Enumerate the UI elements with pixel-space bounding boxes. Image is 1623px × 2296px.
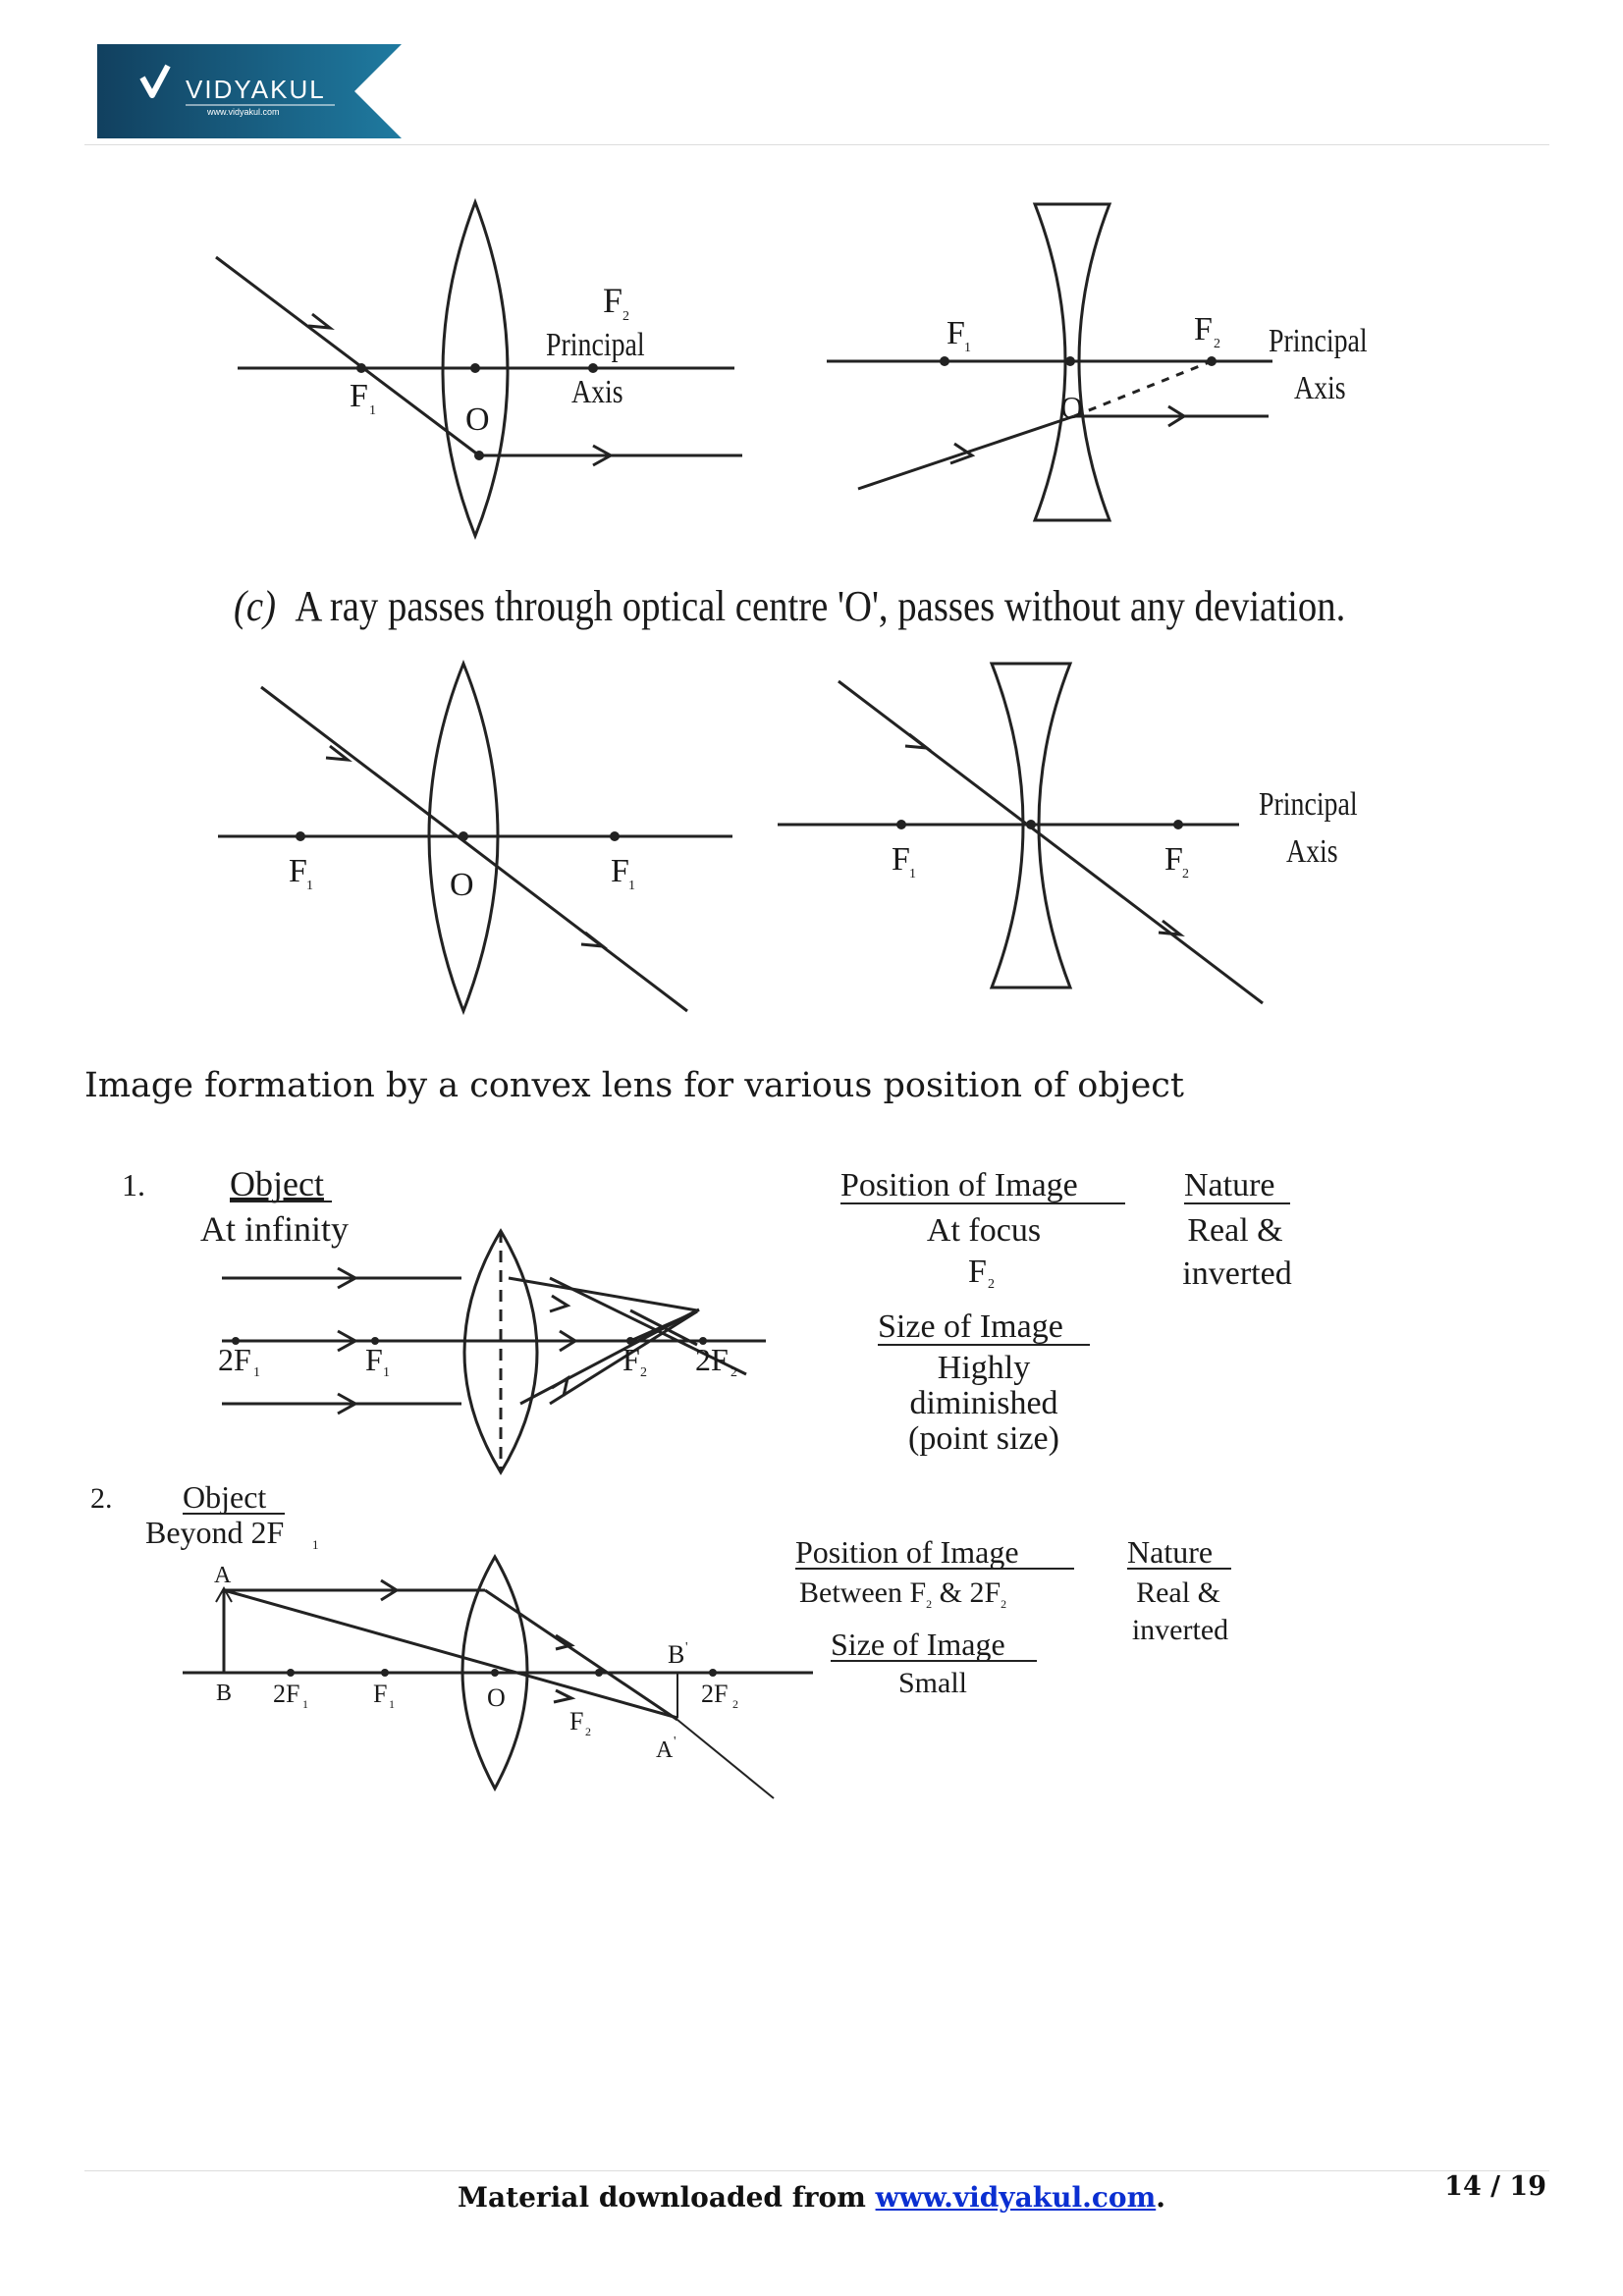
page-total: 19	[1509, 2171, 1546, 2202]
label-axis-right: Axis	[1294, 368, 1346, 406]
case1-label-2f2-sub: 2	[730, 1365, 737, 1380]
focus-ray-diagram	[0, 187, 1623, 560]
caption-c	[234, 581, 1345, 631]
page-number	[1444, 2171, 1546, 2202]
case2-label-f1: F	[373, 1680, 388, 1708]
label-c-f1-right-sub: 1	[909, 867, 916, 881]
case1-position-value2-sub: 2	[988, 1277, 995, 1292]
case2-label-2f2: 2F	[701, 1680, 729, 1708]
case2-nature-value1: Real &	[1136, 1576, 1220, 1609]
case1-nature-value1: Real &	[1187, 1212, 1283, 1249]
label-c-f2-sub: 1	[628, 879, 635, 893]
case2-label-b1-prime: '	[685, 1640, 688, 1655]
case2-label-o: O	[487, 1683, 506, 1712]
logo-text: VIDYAKUL	[186, 75, 326, 104]
case2-label-b1: B	[668, 1640, 685, 1669]
case2-diagram	[0, 1472, 1623, 1816]
label-f1-sub: 1	[369, 403, 376, 418]
label-f1-right-sub: 1	[964, 341, 971, 355]
case2-position-heading: Position of Image	[795, 1534, 1019, 1570]
header-divider	[84, 144, 1549, 145]
label-c-f1: F	[289, 853, 307, 889]
case2-size-heading: Size of Image	[831, 1627, 1005, 1662]
footer-period: .	[1156, 2181, 1165, 2214]
case2-nature-heading: Nature	[1127, 1534, 1214, 1570]
case1-label-f2-sub: 2	[640, 1365, 647, 1380]
label-c-f2-right-sub: 2	[1182, 867, 1189, 881]
case2-label-a1-prime: '	[674, 1735, 676, 1749]
label-c-o: O	[450, 867, 474, 903]
case1-size-value2: diminished	[909, 1385, 1058, 1421]
footer-divider	[84, 2170, 1549, 2171]
label-axis: Axis	[571, 372, 623, 410]
case2-object-heading: Object	[183, 1479, 267, 1515]
case2-number: 2.	[90, 1482, 113, 1515]
label-c-axis: Axis	[1286, 831, 1338, 870]
case1-object-heading: Object	[230, 1164, 324, 1203]
label-f1: F	[350, 378, 368, 414]
label-principal: Principal	[546, 325, 645, 363]
case1-label-f1: F	[365, 1342, 383, 1377]
page-separator: /	[1481, 2171, 1510, 2202]
case1-position-heading: Position of Image	[840, 1167, 1078, 1203]
label-o-right: O	[1060, 390, 1084, 425]
case1-size-heading: Size of Image	[878, 1308, 1063, 1345]
label-o: O	[465, 401, 490, 438]
case1-position-value1: At focus	[926, 1212, 1042, 1249]
case2-label-a1: A	[656, 1737, 674, 1763]
case1-number: 1.	[122, 1167, 145, 1202]
case1-label-2f1-sub: 1	[253, 1365, 260, 1380]
case2-object-value: Beyond 2F	[145, 1515, 285, 1550]
case2-label-f2: F	[569, 1707, 584, 1735]
case2-position-value: Between $F_2$ & $2F_2$	[799, 1576, 1007, 1611]
case2-size-value: Small	[897, 1667, 968, 1699]
case1-label-2f1: 2F	[218, 1342, 251, 1377]
label-f1-right: F	[947, 315, 965, 351]
label-f2-sub: 2	[622, 309, 629, 324]
label-principal-right: Principal	[1269, 321, 1368, 359]
case1-label-2f2: 2F	[695, 1342, 729, 1377]
case1-size-value3: (point size)	[908, 1420, 1059, 1457]
case1-label-f2: F	[622, 1342, 640, 1377]
case2-label-a: A	[214, 1563, 232, 1588]
case2-label-f2-sub: 2	[585, 1725, 591, 1738]
case2-label-b: B	[216, 1681, 233, 1706]
case1-object-value: At infinity	[200, 1209, 349, 1249]
optical-centre-diagram	[0, 648, 1623, 1021]
logo-url-text: www.vidyakul.com	[207, 107, 280, 117]
case2-object-value-sub: 1	[312, 1537, 319, 1552]
case2-label-2f1: 2F	[273, 1680, 300, 1708]
case1-label-f1-sub: 1	[383, 1365, 390, 1380]
case1-nature-heading: Nature	[1184, 1167, 1275, 1203]
footer-credit	[0, 2181, 1623, 2214]
caption-c-label: (c)	[234, 582, 276, 630]
case1-position-value2: F	[968, 1254, 987, 1290]
caption-c-text: A ray passes through optical centre 'O', passes without any deviation.	[295, 582, 1346, 630]
label-f2: F	[603, 281, 623, 320]
page-current: 14	[1444, 2171, 1482, 2202]
label-c-f1-right: F	[892, 841, 910, 878]
label-f2-right: F	[1194, 311, 1213, 347]
case1-diagram	[0, 1148, 1623, 1482]
label-c-principal: Principal	[1259, 784, 1358, 823]
label-c-f1-sub: 1	[306, 879, 313, 893]
footer-link[interactable]: www.vidyakul.com	[875, 2181, 1157, 2214]
case2-nature-value2: inverted	[1131, 1614, 1229, 1646]
case1-size-value1: Highly	[937, 1350, 1031, 1386]
footer-text: Material downloaded from	[458, 2181, 876, 2214]
case2-label-2f1-sub: 1	[302, 1697, 308, 1711]
label-c-f2: F	[611, 853, 629, 889]
section-heading: Image formation by a convex lens for various position of object	[84, 1066, 1184, 1105]
case2-label-f1-sub: 1	[389, 1697, 395, 1711]
case2-label-2f2-sub: 2	[732, 1697, 738, 1711]
vidyakul-logo	[97, 44, 402, 138]
case1-nature-value2: inverted	[1182, 1255, 1292, 1292]
label-c-f2-right: F	[1164, 841, 1183, 878]
label-f2-right-sub: 2	[1214, 337, 1220, 351]
